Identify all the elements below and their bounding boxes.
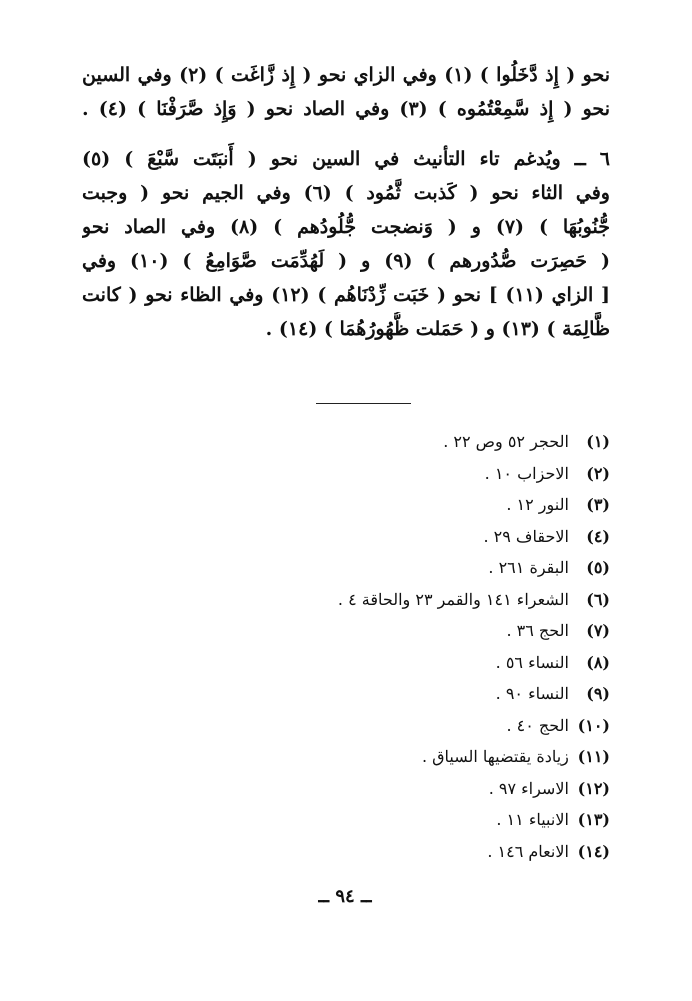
page-number: ــ ٩٤ ــ [318, 886, 372, 907]
footnote-text: الحجر ٥٢ وص ٢٢ . [443, 432, 569, 451]
footnote-number: (٨) [586, 652, 610, 672]
footnote-8 [190, 647, 610, 679]
footnote-text: الانعام ١٤٦ . [487, 841, 569, 861]
footnote-number: (١٤) [577, 841, 610, 861]
footnote-text: النور ١٢ . [506, 495, 569, 514]
footnote-2 [190, 458, 610, 490]
footnote-number: (٤) [586, 526, 610, 546]
footnote-number: (١٣) [577, 810, 610, 829]
footnote-12 [190, 773, 610, 805]
footnote-number: (٣) [586, 495, 610, 514]
text-line-5: جُّنُوبُهَا ) (٧) و ( وَنضجت جُّلُودُهم ) (٨) وفي الصاد نحو [82, 216, 610, 238]
main-text [82, 58, 610, 346]
text-line-6: ( حَصِرَت صُّدُورهم ) (٩) و ( لَهُدِّمَت صَّوَامِعُ ) (١٠) وفي [82, 250, 610, 272]
text-line-3: ٦ ــ ويُدغم تاء التأنيث في السين نحو ( أَنبَتَت سَّبْعَ ) (٥) [82, 148, 610, 170]
footnote-text: النساء ٩٠ . [495, 684, 569, 703]
paragraph-gap [82, 126, 610, 142]
footnote-number: (٩) [586, 684, 610, 703]
footnote-5 [190, 552, 610, 584]
footnote-text: الشعراء ١٤١ والقمر ٢٣ والحاقة ٤ . [337, 589, 569, 609]
footnote-7 [190, 615, 610, 647]
footnote-text: الاحزاب ١٠ . [484, 463, 569, 483]
footnote-text: النساء ٥٦ . [495, 652, 569, 672]
footnote-number: (١) [586, 432, 610, 451]
footnotes-list [190, 426, 610, 867]
footnote-11 [190, 741, 610, 773]
footnote-6 [190, 584, 610, 616]
footnote-text: زيادة يقتضيها السياق . [421, 747, 569, 766]
footnote-3 [190, 489, 610, 521]
footnote-number: (٧) [586, 621, 610, 640]
footnote-number: (٢) [586, 463, 610, 483]
footnote-text: الحج ٤٠ . [506, 715, 569, 735]
footnote-14 [190, 836, 610, 868]
footnote-number: (٦) [586, 589, 610, 609]
text-line-2: نحو ( إِذ سَّمِعْتُمُوه ) (٣) وفي الصاد نحو ( وَإِذ صَّرَفْنَا ) (٤) . [82, 98, 610, 120]
text-line-1: نحو ( إِذ دَّخَلُوا ) (١) وفي الزاي نحو ( إِذ زَّاغَت ) (٢) وفي السين [82, 64, 610, 86]
footnote-4 [190, 521, 610, 553]
footnote-divider [316, 403, 411, 404]
footnote-1 [190, 426, 610, 458]
footnote-text: البقرة ٢٦١ . [488, 558, 569, 577]
footnote-number: (١٢) [577, 778, 610, 798]
footnote-number: (٥) [586, 558, 610, 577]
footnote-9 [190, 678, 610, 710]
footnote-number: (١٠) [577, 715, 610, 735]
footnote-text: الانبياء ١١ . [496, 810, 569, 829]
text-line-7: [ الزاي (١١) ] نحو ( خَبَت زِّدْنَاهُم ) (١٢) وفي الظاء نحو ( كانت [82, 284, 610, 306]
footnote-text: الاحقاف ٢٩ . [483, 526, 569, 546]
text-line-8: ظَّالِمَة ) (١٣) و ( حَمَلت ظُّهُورُهُمَا ) (١٤) . [265, 318, 610, 340]
footnote-13 [190, 804, 610, 836]
footnote-text: الاسراء ٩٧ . [488, 778, 569, 798]
text-line-4: وفي الثاء نحو ( كَذبت ثَّمُود ) (٦) وفي الجيم نحو ( وجبت [82, 182, 610, 204]
footnote-number: (١١) [577, 747, 610, 766]
footnote-text: الحج ٣٦ . [506, 621, 569, 640]
footnote-10 [190, 710, 610, 742]
